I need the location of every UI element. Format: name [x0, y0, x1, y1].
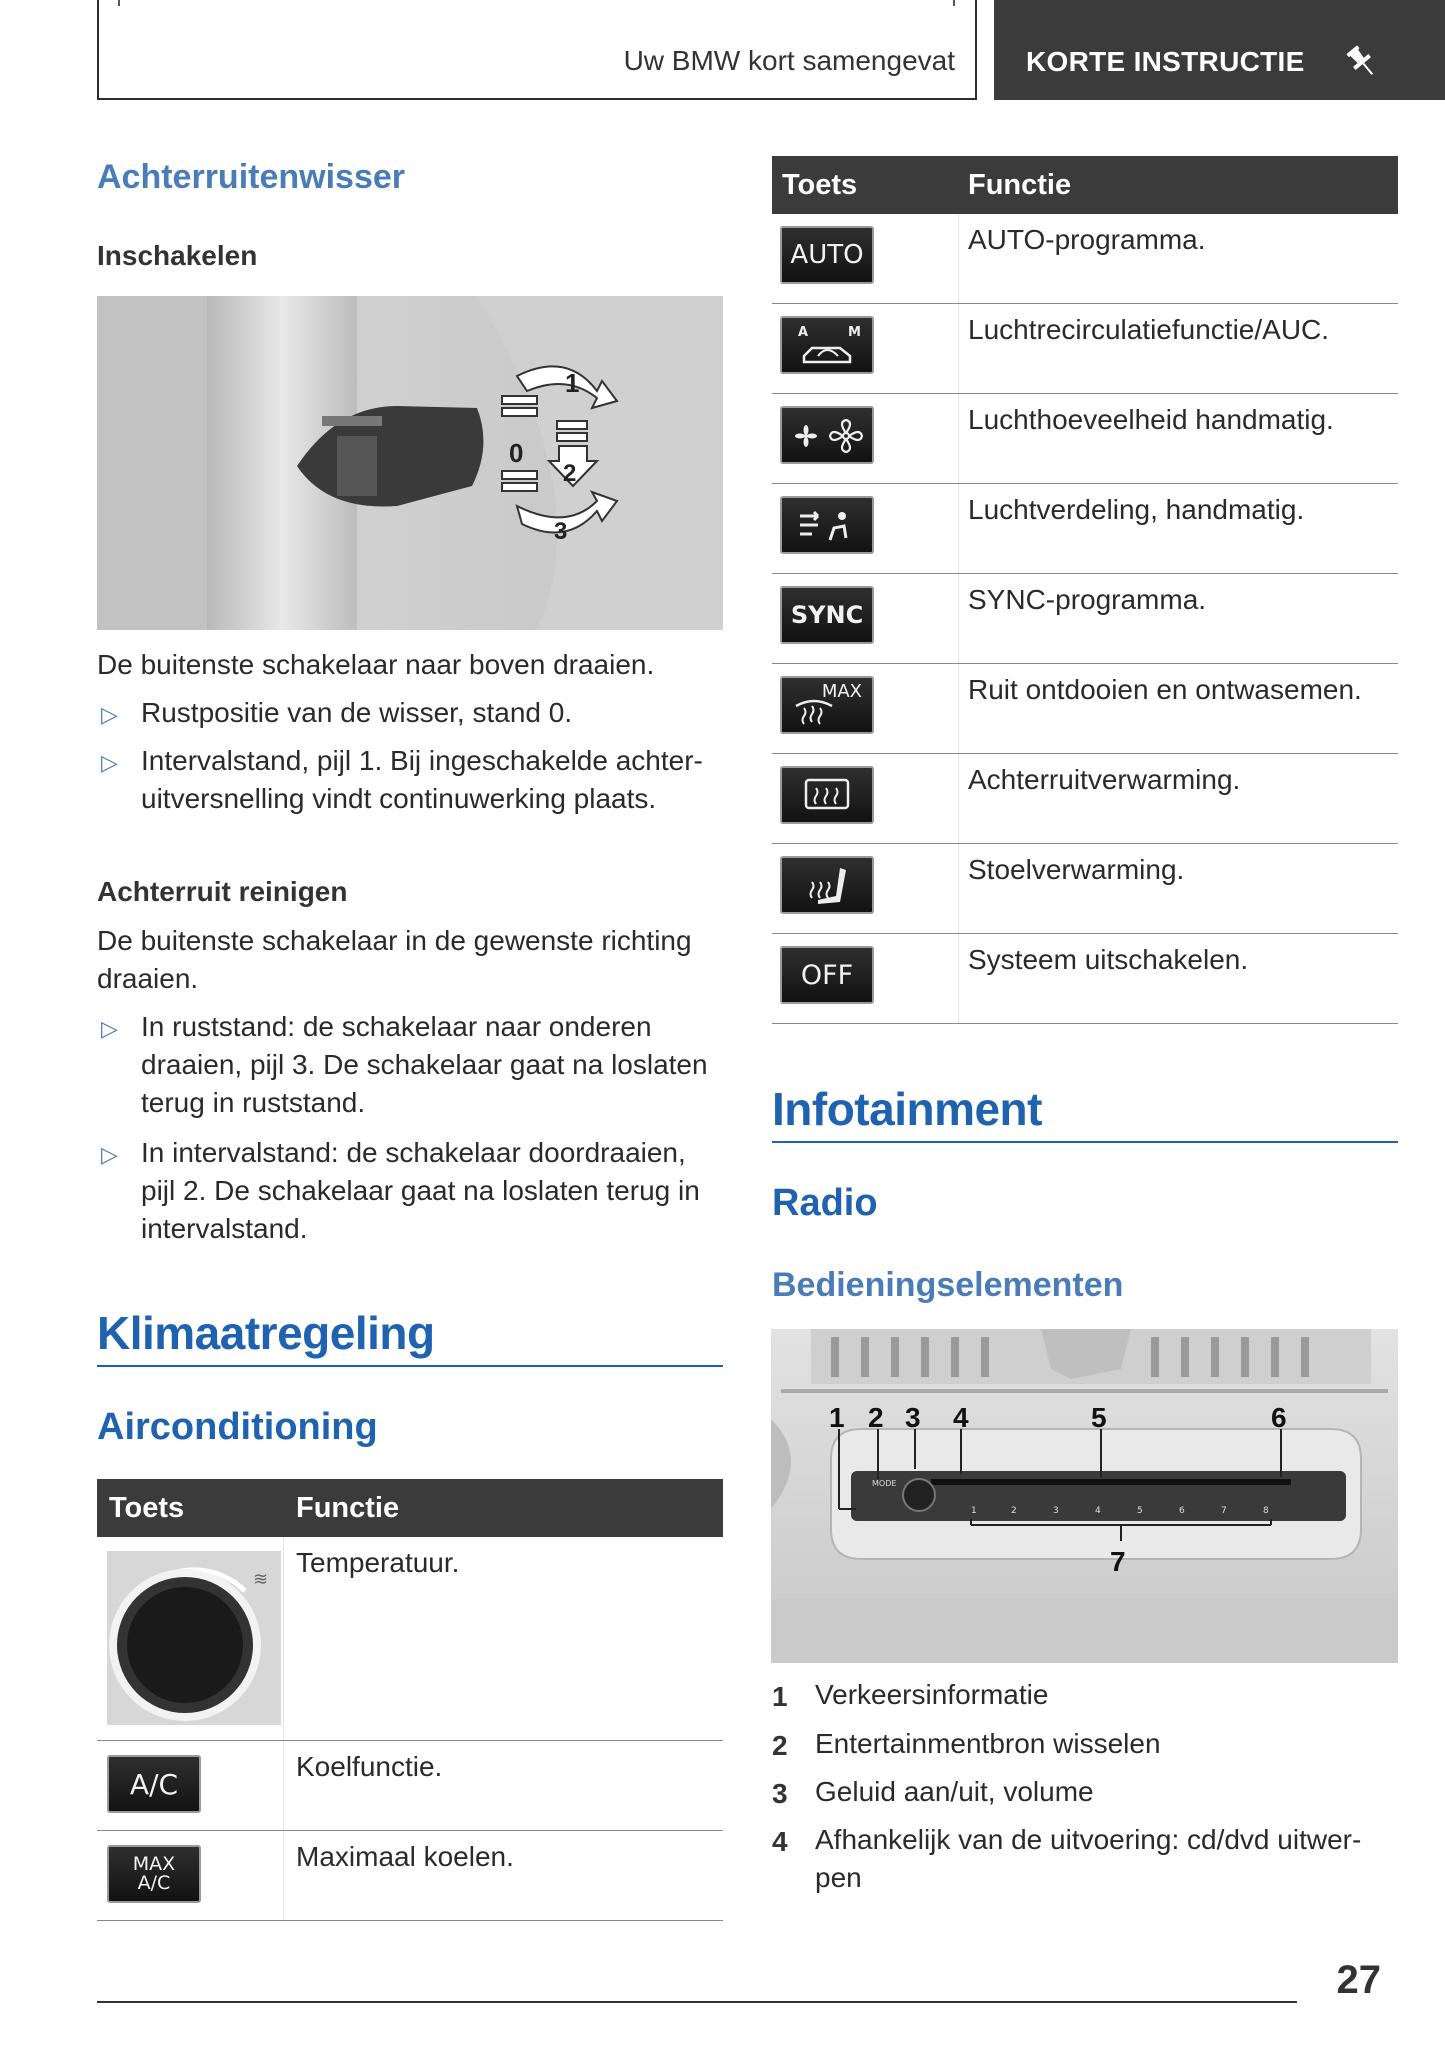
svg-text:8: 8	[1263, 1506, 1269, 1516]
svg-text:A: A	[798, 325, 809, 340]
list-item: ▷ Intervalstand, pijl 1. Bij ingeschakelde achter-uitversnelling vindt continuwerking plaats.	[101, 745, 703, 814]
off-button-icon[interactable]: OFF	[780, 946, 874, 1004]
seat-heating-button-icon[interactable]	[780, 856, 874, 914]
triangle-bullet-icon: ▷	[101, 750, 118, 775]
svg-text:1: 1	[829, 1402, 845, 1433]
header-tick	[118, 0, 120, 6]
header-tick	[953, 0, 955, 6]
col-function: Functie	[296, 1492, 400, 1524]
radio-item-num: 3	[772, 1778, 788, 1809]
svg-text:0: 0	[509, 438, 524, 468]
rear-defrost-button-icon[interactable]	[780, 766, 874, 824]
seat-heating-glyph-icon	[782, 858, 872, 912]
footer-rule	[97, 2001, 1297, 2003]
col-function: Functie	[968, 169, 1072, 201]
max-ac-button-icon[interactable]: MAX A/C	[107, 1845, 201, 1903]
svg-text:5: 5	[1091, 1402, 1107, 1433]
radio-item-text: Geluid aan/uit, volume	[815, 1776, 1094, 1807]
section-rule	[772, 1141, 1398, 1143]
svg-text:3: 3	[905, 1402, 921, 1433]
svg-text:6: 6	[1271, 1402, 1287, 1433]
list-item: ▷ In ruststand: de schakelaar naar onderen draaien, pijl 3. De schakelaar gaat na loslaten terug in ruststand.	[101, 1011, 708, 1118]
triangle-bullet-icon: ▷	[101, 702, 118, 727]
radio-item-num: 4	[772, 1826, 788, 1857]
table-row	[772, 844, 1398, 934]
row-function: Achterruitverwarming.	[968, 764, 1241, 795]
svg-text:2: 2	[563, 460, 577, 487]
table-header	[97, 1479, 723, 1537]
air-distribution-button-icon[interactable]	[780, 496, 874, 554]
recirculation-button-icon[interactable]	[780, 316, 874, 374]
switch-on-text: De buitenste schakelaar naar boven draaien.	[97, 649, 655, 680]
radio-title: Radio	[772, 1182, 878, 1224]
max-defrost-button-icon[interactable]	[780, 676, 874, 734]
table-row	[772, 664, 1398, 754]
table-row	[772, 484, 1398, 574]
climate-keys-table	[772, 156, 1398, 1022]
table-row	[97, 1831, 723, 1921]
col-key: Toets	[109, 1492, 185, 1524]
row-function: AUTO-programma.	[968, 224, 1206, 255]
row-function: Luchtverdeling, handmatig.	[968, 494, 1305, 525]
svg-text:7: 7	[1110, 1546, 1126, 1577]
header-summary: Uw BMW kort samengevat	[623, 45, 955, 76]
table-row	[97, 1741, 723, 1831]
page-number: 27	[1336, 1958, 1381, 2002]
auto-button-icon[interactable]: AUTO	[780, 226, 874, 284]
svg-text:1: 1	[971, 1506, 977, 1516]
row-function: Ruit ontdooien en ontwasemen.	[968, 674, 1362, 705]
list-item: ▷ In intervalstand: de schakelaar doordraaien, pijl 2. De schakelaar gaat na loslaten terug in intervalstand.	[101, 1137, 700, 1244]
row-function: Temperatuur.	[296, 1547, 460, 1578]
col-key: Toets	[782, 169, 858, 201]
row-function: Luchthoeveelheid handmatig.	[968, 404, 1334, 435]
radio-item-text: Afhankelijk van de uitvoering: cd/dvd uitwer-pen	[815, 1824, 1362, 1893]
clean-heading: Achterruit reinigen	[97, 876, 348, 907]
sync-button-icon[interactable]: SYNC	[780, 586, 874, 644]
svg-text:2: 2	[1011, 1506, 1017, 1516]
svg-text:5: 5	[1137, 1506, 1143, 1516]
svg-text:4: 4	[953, 1402, 969, 1433]
controls-title: Bedieningselementen	[772, 1266, 1124, 1304]
header-tab[interactable]	[994, 0, 1445, 100]
table-row	[772, 574, 1398, 664]
rear-defrost-glyph-icon	[782, 768, 872, 822]
climate-title: Klimaatregeling	[97, 1307, 435, 1359]
svg-text:4: 4	[1095, 1506, 1101, 1516]
wiper-stalk-illustration	[97, 296, 723, 630]
ac-button-icon[interactable]: A/C	[107, 1755, 201, 1813]
table-row	[772, 934, 1398, 1024]
row-function: Luchtrecirculatiefunctie/AUC.	[968, 314, 1330, 345]
switch-on-heading: Inschakelen	[97, 240, 258, 271]
svg-text:3: 3	[554, 518, 568, 545]
table-row	[772, 394, 1398, 484]
radio-panel-illustration	[771, 1329, 1398, 1663]
table-header	[772, 156, 1398, 214]
recirculation-glyph-icon	[782, 318, 872, 372]
row-function: Koelfunctie.	[296, 1751, 443, 1782]
triangle-bullet-icon: ▷	[101, 1016, 118, 1041]
clean-text: De buitenste schakelaar in de gewenste richting draaien.	[97, 925, 692, 994]
svg-text:7: 7	[1221, 1506, 1227, 1516]
svg-text:6: 6	[1179, 1506, 1185, 1516]
table-row	[772, 214, 1398, 304]
row-function: Systeem uitschakelen.	[968, 944, 1249, 975]
fan-glyph-icon	[782, 408, 872, 462]
svg-text:M: M	[848, 325, 861, 340]
svg-text:2: 2	[868, 1402, 884, 1433]
header-frame	[97, 0, 977, 100]
infotainment-title: Infotainment	[772, 1083, 1042, 1135]
row-function: Stoelverwarming.	[968, 854, 1185, 885]
table-row	[772, 754, 1398, 844]
mode-label: MODE	[872, 1479, 897, 1488]
radio-item-num: 1	[772, 1681, 788, 1712]
air-distribution-glyph-icon	[782, 498, 872, 552]
svg-text:3: 3	[1053, 1506, 1059, 1516]
radio-item-text: Verkeersinformatie	[815, 1679, 1049, 1710]
radio-panel-drawing	[771, 1329, 1398, 1663]
svg-text:≋: ≋	[253, 1569, 269, 1590]
wiper-stalk-drawing	[97, 296, 723, 630]
temperature-knob-icon[interactable]	[107, 1551, 281, 1725]
radio-item-num: 2	[772, 1730, 788, 1761]
svg-text:1: 1	[565, 368, 580, 398]
list-item: ▷ Rustpositie van de wisser, stand 0.	[97, 694, 727, 732]
table-row	[97, 1537, 723, 1741]
table-row	[772, 304, 1398, 394]
header-tab-label: KORTE INSTRUCTIE	[1026, 46, 1305, 77]
section-rule	[97, 1365, 723, 1367]
fan-button-icon[interactable]	[780, 406, 874, 464]
radio-item-text: Entertainmentbron wisselen	[815, 1728, 1161, 1759]
max-label: MAX	[821, 681, 862, 702]
ac-table	[97, 1479, 723, 1921]
triangle-bullet-icon: ▷	[101, 1142, 118, 1167]
row-function: Maximaal koelen.	[296, 1841, 514, 1872]
defrost-glyph-icon	[792, 694, 836, 730]
pin-icon	[1342, 42, 1382, 82]
wiper-title: Achterruitenwisser	[97, 158, 405, 196]
ac-title: Airconditioning	[97, 1406, 378, 1448]
row-function: SYNC-programma.	[968, 584, 1207, 615]
